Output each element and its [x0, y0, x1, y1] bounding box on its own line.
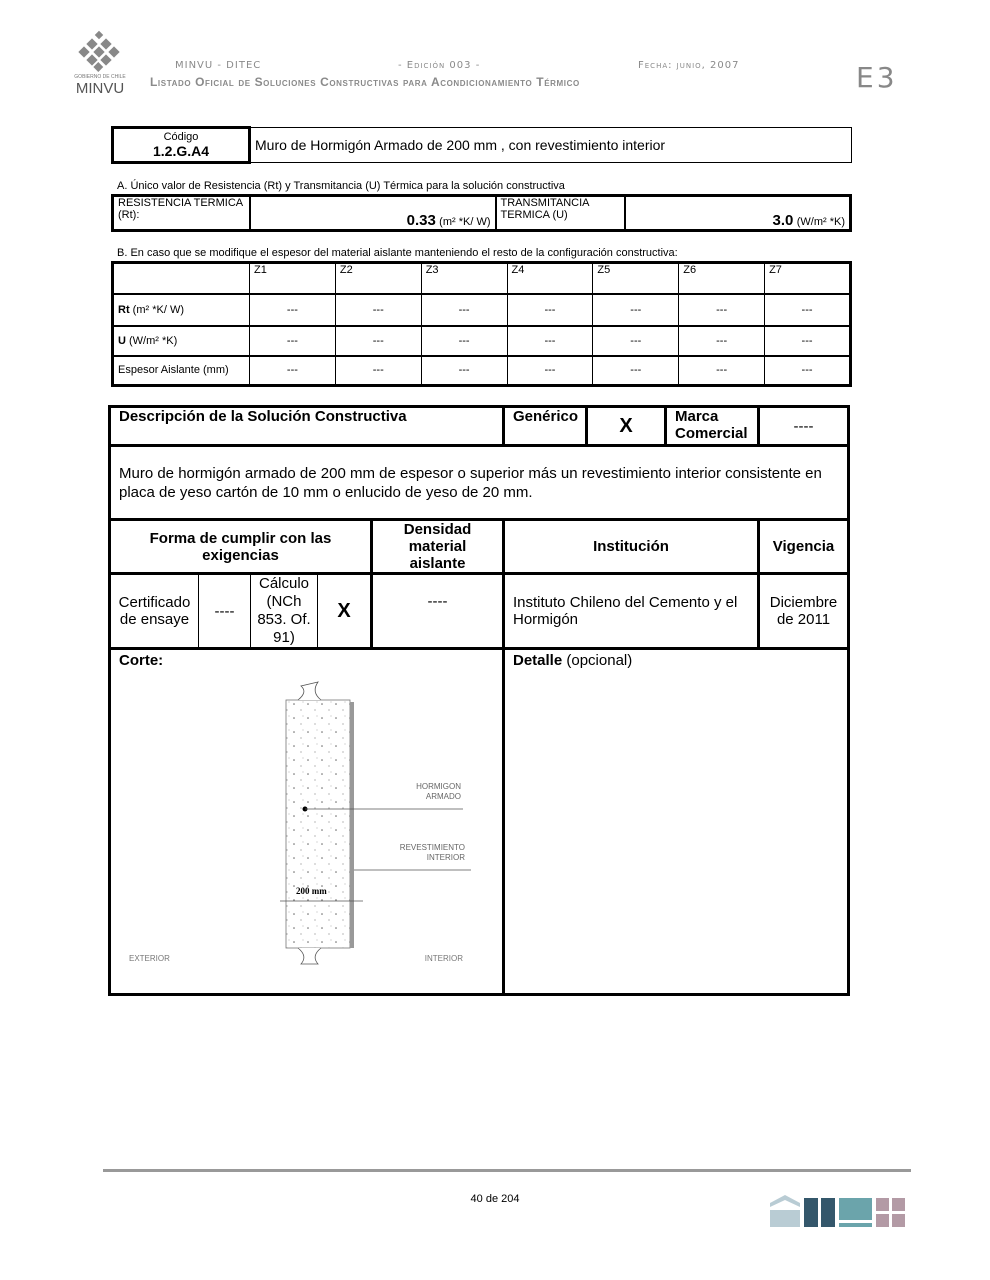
- description-title: Descripción de la Solución Constructiva: [110, 407, 504, 446]
- u-unit: (W/m² *K): [796, 216, 845, 228]
- rt-unit: (m² *K/ W): [439, 216, 491, 228]
- certificado-value: ----: [199, 574, 251, 649]
- wall-section-drawing: [123, 672, 493, 972]
- zone-header: Z7: [765, 263, 851, 294]
- empty-cell: [113, 263, 250, 294]
- institucion-header: Institución: [504, 520, 759, 574]
- zone-header: Z5: [593, 263, 679, 294]
- zone-value: ---: [250, 326, 336, 356]
- rt-value-cell: [250, 196, 496, 231]
- zone-value: ---: [250, 294, 336, 326]
- interior-label: INTERIOR: [424, 954, 463, 963]
- zone-value: ---: [421, 326, 507, 356]
- description-text: Muro de hormigón armado de 200 mm de espesor o superior más un revestimiento interior consistente en placa de yeso cartón de 10 mm o enlucido de yeso de 20 mm.: [110, 446, 849, 520]
- zone-value: ---: [335, 356, 421, 386]
- zone-value: ---: [679, 356, 765, 386]
- marca-label: Marca Comercial: [666, 407, 759, 446]
- zone-value: ---: [335, 326, 421, 356]
- row-label-unit: Espesor Aislante (mm): [118, 364, 229, 377]
- certificado-label: Certificado de ensaye: [110, 574, 199, 649]
- zone-value: ---: [507, 294, 593, 326]
- detalle-cell: [504, 649, 849, 995]
- dimension-label: 200 mm: [296, 886, 327, 896]
- rt-label: RESISTENCIA TERMICA (Rt):: [113, 196, 250, 231]
- corte-cell: [110, 649, 504, 995]
- row-label: [113, 326, 250, 356]
- hormigon-label-2: ARMADO: [425, 792, 461, 801]
- description-table: [108, 405, 850, 996]
- u-value-cell: [625, 196, 851, 231]
- logo-emblem-icon: [70, 30, 130, 74]
- u-value: 3.0: [772, 212, 794, 229]
- zone-header: Z3: [421, 263, 507, 294]
- footer-logo-icon: [770, 1195, 910, 1229]
- zone-header: Z4: [507, 263, 593, 294]
- page-number: 40 de 204: [470, 1193, 520, 1205]
- zone-value: ---: [765, 294, 851, 326]
- vigencia-header: Vigencia: [759, 520, 849, 574]
- header-edition: - Edición 003 -: [398, 60, 481, 71]
- generico-mark: X: [587, 407, 666, 446]
- zone-header: Z1: [250, 263, 336, 294]
- zones-row: [113, 326, 851, 356]
- zone-value: ---: [593, 356, 679, 386]
- detalle-note: (opcional): [562, 652, 633, 669]
- row-label: [113, 294, 250, 326]
- u-label: TRANSMITANCIA TERMICA (U): [496, 196, 625, 231]
- zone-value: ---: [250, 356, 336, 386]
- row-label-bold: Rt: [118, 303, 130, 316]
- zone-header: Z6: [679, 263, 765, 294]
- zones-row: [113, 294, 851, 326]
- solution-name: Muro de Hormigón Armado de 200 mm , con revestimiento interior: [250, 128, 852, 163]
- zone-value: ---: [421, 294, 507, 326]
- minvu-logo: [70, 30, 130, 96]
- thermal-values-table: [111, 194, 852, 232]
- zone-value: ---: [679, 326, 765, 356]
- generico-label: Genérico: [504, 407, 587, 446]
- section-b-title: B. En caso que se modifique el espesor del material aislante manteniendo el resto de la configuración constructiva:: [117, 247, 678, 259]
- header-title: Listado Oficial de Soluciones Constructivas para Acondicionamiento Térmico: [150, 75, 580, 89]
- row-label-unit: (m² *K/ W): [129, 303, 184, 316]
- densidad-value: ----: [372, 574, 504, 649]
- code-table: [111, 126, 852, 164]
- marca-value: ----: [759, 407, 849, 446]
- detalle-label: Detalle: [513, 652, 563, 669]
- rt-value: 0.33: [406, 212, 436, 229]
- code-cell: [113, 128, 250, 163]
- zones-row: [113, 356, 851, 386]
- row-label-unit: (W/m² *K): [125, 334, 178, 347]
- corte-label: Corte:: [119, 652, 164, 669]
- zone-header: Z2: [335, 263, 421, 294]
- zone-value: ---: [335, 294, 421, 326]
- zone-value: ---: [593, 294, 679, 326]
- code-value: 1.2.G.A4: [152, 143, 210, 159]
- revestimiento-label-2: INTERIOR: [426, 853, 465, 862]
- row-label: [113, 356, 250, 386]
- zones-table: [111, 261, 852, 387]
- zone-value: ---: [507, 356, 593, 386]
- header-org: MINVU - DITEC: [175, 60, 262, 71]
- calculo-mark: X: [318, 574, 372, 649]
- section-code: E3: [856, 61, 898, 94]
- concrete-wall: [286, 700, 350, 948]
- forma-header: Forma de cumplir con las exigencias: [110, 520, 372, 574]
- revestimiento-label-1: REVESTIMIENTO: [399, 843, 465, 852]
- institucion-value: Instituto Chileno del Cemento y el Hormigón: [504, 574, 759, 649]
- zone-value: ---: [593, 326, 679, 356]
- zone-value: ---: [421, 356, 507, 386]
- densidad-header: Densidad material aislante: [372, 520, 504, 574]
- header-date: Fecha: junio, 2007: [638, 60, 740, 71]
- row-label-bold: U: [118, 334, 126, 347]
- exterior-label: EXTERIOR: [129, 954, 170, 963]
- section-a-title: A. Único valor de Resistencia (Rt) y Transmitancia (U) Térmica para la solución constructiva: [117, 180, 565, 192]
- footer-rule: [103, 1169, 911, 1172]
- zone-value: ---: [765, 356, 851, 386]
- vigencia-value: Diciembre de 2011: [759, 574, 849, 649]
- code-label: Código: [163, 131, 199, 143]
- zone-value: ---: [765, 326, 851, 356]
- zone-value: ---: [507, 326, 593, 356]
- zone-value: ---: [679, 294, 765, 326]
- break-line-bottom: [298, 948, 321, 964]
- logo-subtext: GOBIERNO DE CHILE: [74, 74, 126, 80]
- break-line-top: [298, 682, 321, 700]
- logo-text: MINVU: [75, 80, 125, 97]
- calculo-label: Cálculo (NCh 853. Of. 91): [251, 574, 318, 649]
- hormigon-label-1: HORMIGON: [416, 782, 461, 791]
- interior-lining: [350, 702, 354, 948]
